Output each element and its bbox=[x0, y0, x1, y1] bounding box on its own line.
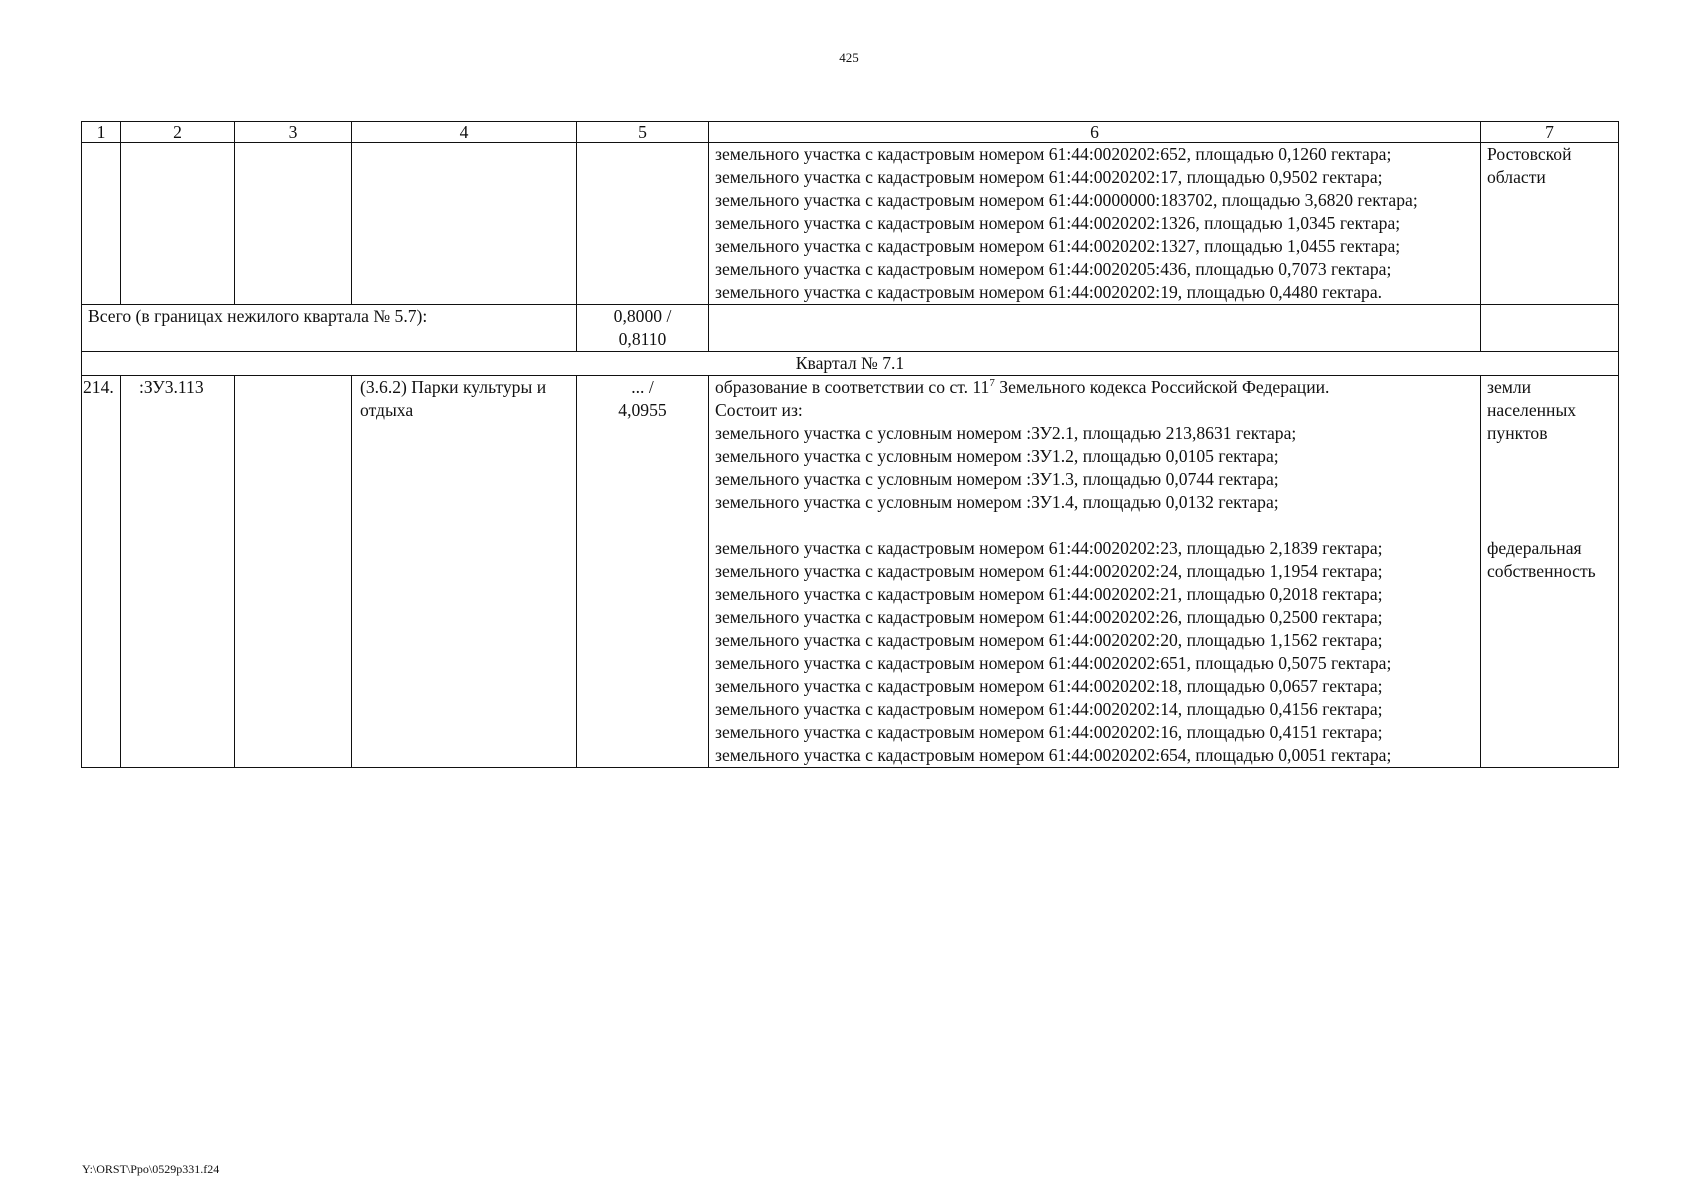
parcel-description-cell bbox=[709, 376, 1481, 768]
article-superscript: 7 bbox=[989, 377, 995, 390]
total-label: Всего (в границах нежилого квартала № 5.7): bbox=[82, 305, 577, 352]
total-value bbox=[577, 305, 709, 352]
parcel-entry: земельного участка с кадастровым номером 61:44:0020202:651, площадью 0,5075 гектара; bbox=[715, 653, 1392, 673]
area-value-line: ... / bbox=[631, 377, 654, 397]
column-header: 6 bbox=[709, 122, 1481, 143]
spacer bbox=[1487, 514, 1612, 537]
table-cell bbox=[121, 143, 235, 305]
quarter-header-row bbox=[82, 352, 1619, 376]
formation-note-text: Земельного кодекса Российской Федерации. bbox=[994, 377, 1330, 397]
table-cell bbox=[352, 143, 577, 305]
quarter-header: Квартал № 7.1 bbox=[82, 352, 1619, 376]
parcel-entry: земельного участка с кадастровым номером 61:44:0020202:18, площадью 0,0657 гектара; bbox=[715, 676, 1383, 696]
parcel-description-cell bbox=[709, 143, 1481, 305]
parcel-entry: земельного участка с кадастровым номером 61:44:0020202:17, площадью 0,9502 гектара; bbox=[715, 167, 1383, 187]
column-header: 1 bbox=[82, 122, 121, 143]
total-value-line: 0,8110 bbox=[618, 329, 667, 349]
parcel-entry: земельного участка с кадастровым номером 61:44:0020202:1327, площадью 1,0455 гектара; bbox=[715, 236, 1401, 256]
parcel-entry: земельного участка с кадастровым номером 61:44:0020202:14, площадью 0,4156 гектара; bbox=[715, 699, 1383, 719]
consists-of-label: Состоит из: bbox=[715, 400, 803, 420]
total-value-line: 0,8000 / bbox=[613, 306, 672, 326]
page-number: 425 bbox=[839, 50, 859, 65]
column-header: 4 bbox=[352, 122, 577, 143]
parcel-entry: земельного участка с кадастровым номером 61:44:0020202:19, площадью 0,4480 гектара. bbox=[715, 282, 1383, 302]
column-header: 7 bbox=[1481, 122, 1619, 143]
table-cell bbox=[235, 143, 352, 305]
parcel-code: :ЗУ3.113 bbox=[121, 376, 235, 768]
table-cell bbox=[235, 376, 352, 768]
row-number: 214. bbox=[82, 376, 121, 768]
ownership-cell: Ростовской области bbox=[1481, 143, 1619, 305]
spacer bbox=[1487, 491, 1612, 514]
spacer bbox=[1487, 468, 1612, 491]
table-row bbox=[82, 376, 1619, 768]
parcel-entry: земельного участка с кадастровым номером 61:44:0020202:23, площадью 2,1839 гектара; bbox=[715, 538, 1383, 558]
land-category: земли населенных пунктов bbox=[1487, 377, 1577, 443]
column-header: 5 bbox=[577, 122, 709, 143]
spacer bbox=[715, 514, 1474, 537]
table-cell bbox=[82, 143, 121, 305]
ownership-type: федеральная собственность bbox=[1487, 538, 1596, 581]
parcel-entry: земельного участка с кадастровым номером 61:44:0020202:652, площадью 0,1260 гектара; bbox=[715, 144, 1392, 164]
table-cell bbox=[1481, 305, 1619, 352]
formation-note-text: образование в соответствии со ст. 11 bbox=[715, 377, 990, 397]
land-use-type: (3.6.2) Парки культуры и отдыха bbox=[352, 376, 577, 768]
continued-table-row bbox=[82, 143, 1619, 305]
parcel-entry: земельного участка с кадастровым номером 61:44:0000000:183702, площадью 3,6820 гектара; bbox=[715, 190, 1418, 210]
file-path-footer: Y:\ORST\Ppo\0529p331.f24 bbox=[82, 1162, 220, 1176]
table-cell bbox=[709, 305, 1481, 352]
area-value bbox=[577, 376, 709, 768]
conditional-parcel-entry: земельного участка с условным номером :ЗУ1.4, площадью 0,0132 гектара; bbox=[715, 492, 1279, 512]
parcel-entry: земельного участка с кадастровым номером 61:44:0020202:21, площадью 0,2018 гектара; bbox=[715, 584, 1383, 604]
parcel-entry: земельного участка с кадастровым номером 61:44:0020202:1326, площадью 1,0345 гектара; bbox=[715, 213, 1401, 233]
land-parcels-table bbox=[81, 121, 1619, 768]
column-header: 3 bbox=[235, 122, 352, 143]
parcel-entry: земельного участка с кадастровым номером 61:44:0020202:26, площадью 0,2500 гектара; bbox=[715, 607, 1383, 627]
conditional-parcel-entry: земельного участка с условным номером :ЗУ1.3, площадью 0,0744 гектара; bbox=[715, 469, 1279, 489]
parcel-entry: земельного участка с кадастровым номером 61:44:0020205:436, площадью 0,7073 гектара; bbox=[715, 259, 1392, 279]
column-header: 2 bbox=[121, 122, 235, 143]
spacer bbox=[1487, 445, 1612, 468]
formation-note bbox=[715, 376, 1474, 399]
table-cell bbox=[577, 143, 709, 305]
conditional-parcel-entry: земельного участка с условным номером :ЗУ1.2, площадью 0,0105 гектара; bbox=[715, 446, 1279, 466]
column-number-row bbox=[82, 122, 1619, 143]
parcel-entry: земельного участка с кадастровым номером 61:44:0020202:16, площадью 0,4151 гектара; bbox=[715, 722, 1383, 742]
parcel-entry: земельного участка с кадастровым номером 61:44:0020202:654, площадью 0,0051 гектара; bbox=[715, 745, 1392, 765]
total-row bbox=[82, 305, 1619, 352]
parcel-entry: земельного участка с кадастровым номером 61:44:0020202:24, площадью 1,1954 гектара; bbox=[715, 561, 1383, 581]
area-value-line: 4,0955 bbox=[618, 400, 667, 420]
parcel-entry: земельного участка с кадастровым номером 61:44:0020202:20, площадью 1,1562 гектара; bbox=[715, 630, 1383, 650]
ownership-cell bbox=[1481, 376, 1619, 768]
conditional-parcel-entry: земельного участка с условным номером :ЗУ2.1, площадью 213,8631 гектара; bbox=[715, 423, 1297, 443]
